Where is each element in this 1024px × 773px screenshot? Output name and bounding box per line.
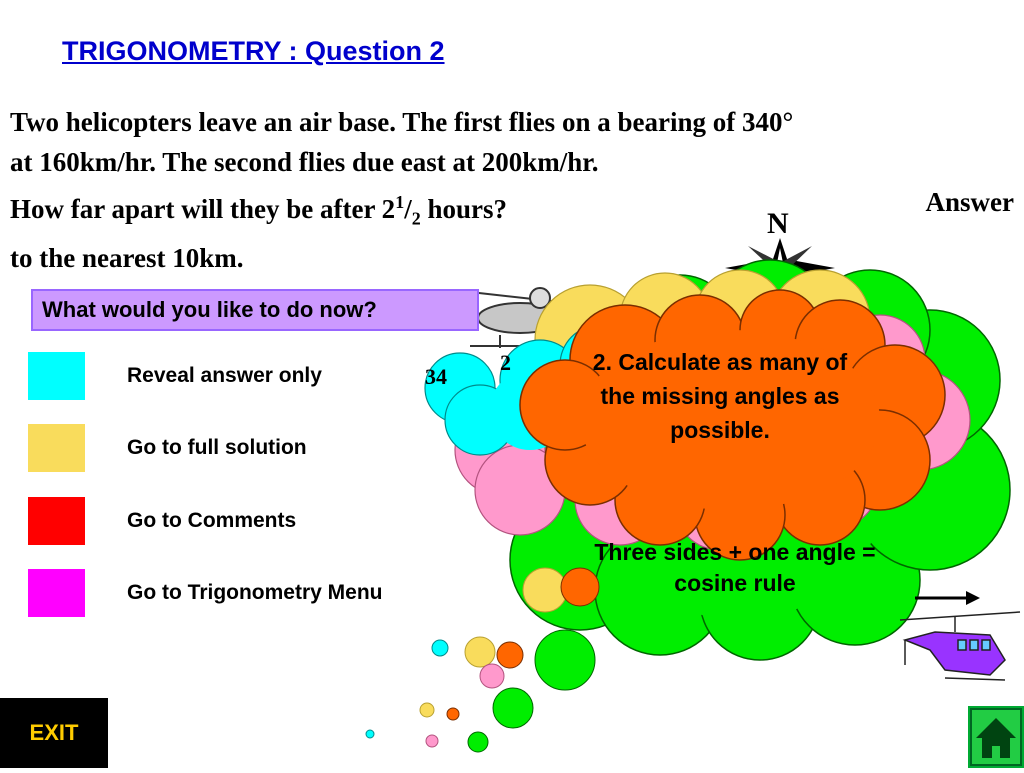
fraction-numerator: 1 — [395, 192, 405, 212]
full-solution-button[interactable] — [28, 424, 458, 472]
question-line-3 — [10, 182, 1014, 238]
full-solution-label[interactable]: Go to full solution — [127, 436, 307, 459]
home-icon — [968, 706, 1024, 768]
exit-button[interactable]: EXIT — [0, 698, 108, 768]
page-title: TRIGONOMETRY : Question 2 — [62, 36, 445, 66]
question-line-3-text: How far apart will they be after 2 — [10, 194, 396, 224]
question-line-4: to the nearest 10km. — [10, 243, 244, 274]
helicopter-icon — [900, 612, 1020, 680]
hint-calculate-angles: 2. Calculate as many of the missing angles as possible. — [592, 349, 848, 443]
home-button[interactable] — [968, 706, 1024, 768]
fraction-denominator: 2 — [411, 208, 421, 229]
bearing-label-partial: 34 — [425, 364, 447, 389]
hint-cosine-rule: Three sides + one angle = cosine rule — [594, 539, 876, 596]
reveal-answer-label[interactable]: Reveal answer only — [127, 364, 322, 387]
comments-swatch[interactable] — [28, 497, 85, 545]
trig-menu-swatch[interactable] — [28, 569, 85, 617]
question-text — [10, 102, 1014, 278]
question-line-2: at 160km/hr. The second flies due east at 200km/hr. — [10, 147, 599, 177]
question-answer-word: Answer — [925, 187, 1014, 217]
fraction-slash: / — [404, 194, 412, 224]
question-line-3-end: hours? — [420, 194, 507, 224]
comments-button[interactable] — [28, 497, 458, 545]
comments-label[interactable]: Go to Comments — [127, 509, 297, 532]
trig-menu-label[interactable]: Go to Trigonometry Menu — [127, 581, 383, 604]
menu-prompt: What would you like to do now? — [31, 289, 479, 331]
reveal-answer-button[interactable] — [28, 352, 458, 400]
partial-digit: 2 — [500, 350, 511, 375]
east-arrow-icon — [915, 591, 980, 605]
trig-menu-button[interactable] — [28, 569, 458, 617]
reveal-answer-swatch[interactable] — [28, 352, 85, 400]
full-solution-swatch[interactable] — [28, 424, 85, 472]
north-label: N — [767, 207, 789, 240]
question-line-1: Two helicopters leave an air base. The first flies on a bearing of 340° — [10, 107, 794, 137]
